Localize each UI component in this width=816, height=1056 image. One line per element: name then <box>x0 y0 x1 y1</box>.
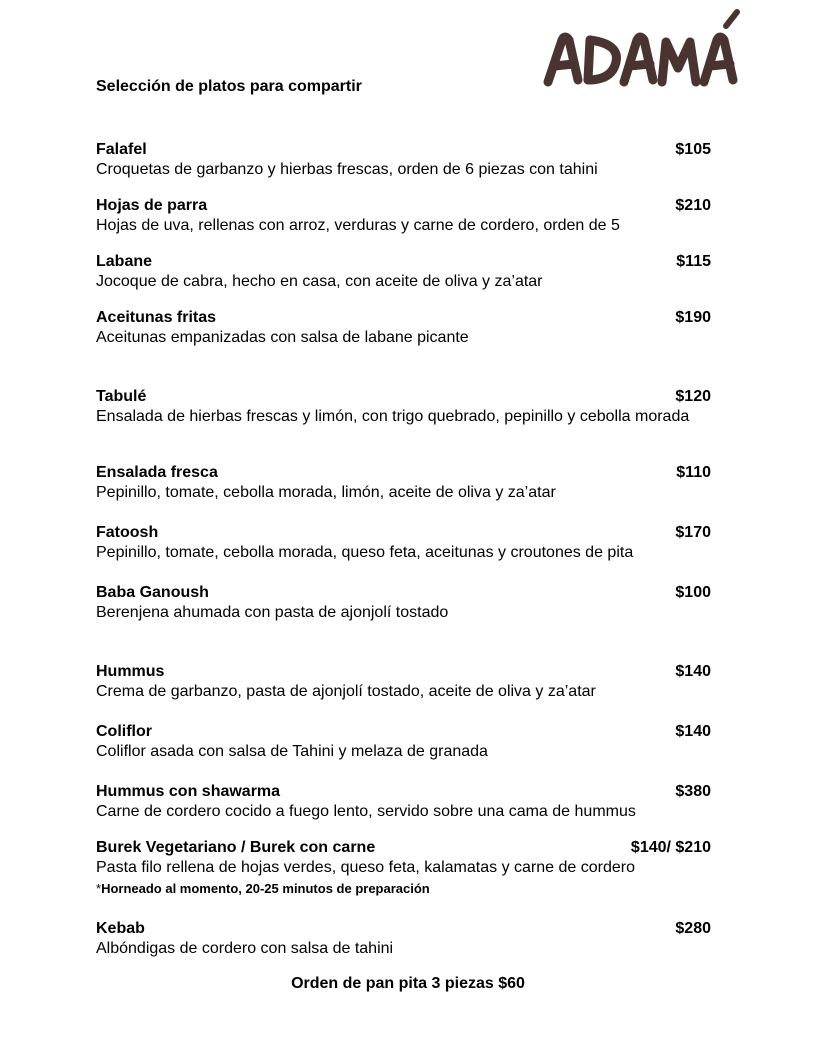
menu-item <box>96 387 711 427</box>
menu-item-note <box>96 878 711 900</box>
menu-item <box>96 252 711 292</box>
menu-item-name: Burek Vegetariano / Burek con carne <box>96 839 376 856</box>
menu-item-header <box>96 722 711 742</box>
menu-item <box>96 583 711 623</box>
menu-item-description: Croquetas de garbanzo y hierbas frescas, orden de 6 piezas con tahini <box>96 161 598 178</box>
menu-item-header <box>96 387 711 407</box>
menu-item <box>96 463 711 503</box>
menu-item <box>96 308 711 348</box>
menu-item-name: Falafel <box>96 141 147 158</box>
menu-item-name: Fatoosh <box>96 524 159 541</box>
menu-item-price: $280 <box>675 920 711 937</box>
menu-item-header <box>96 583 711 603</box>
menu-item-header <box>96 838 711 858</box>
menu-item <box>96 782 711 822</box>
pita-order-note: Orden de pan pita 3 piezas $60 <box>291 975 525 992</box>
menu-item-header <box>96 140 711 160</box>
menu-item-price: $380 <box>675 783 711 800</box>
menu-item-description: Ensalada de hierbas frescas y limón, con trigo quebrado, pepinillo y cebolla morada <box>96 408 690 425</box>
menu-item-description: Coliflor asada con salsa de Tahini y melaza de granada <box>96 743 488 760</box>
menu-item-header <box>96 463 711 483</box>
menu-item-name: Baba Ganoush <box>96 584 209 601</box>
menu-item-price: $115 <box>676 253 711 270</box>
menu-item <box>96 722 711 762</box>
menu-item-header <box>96 662 711 682</box>
menu-item <box>96 140 711 180</box>
menu-item <box>96 919 711 959</box>
menu-item-description: Pasta filo rellena de hojas verdes, queso feta, kalamatas y carne de cordero <box>96 859 635 876</box>
menu-item-description: Pepinillo, tomate, cebolla morada, queso feta, aceitunas y croutones de pita <box>96 544 634 561</box>
section-title: Selección de platos para compartir <box>96 78 362 95</box>
menu-item-name: Hummus <box>96 663 165 680</box>
menu-item-description: Crema de garbanzo, pasta de ajonjolí tostado, aceite de oliva y za’atar <box>96 683 596 700</box>
menu-item-price: $170 <box>675 524 711 541</box>
menu-item-name: Tabulé <box>96 388 147 405</box>
menu-item-description: Aceitunas empanizadas con salsa de labane picante <box>96 329 469 346</box>
menu-item-header <box>96 308 711 328</box>
menu-item <box>96 196 711 236</box>
note-asterisk: * <box>96 881 102 896</box>
menu-item-description: Berenjena ahumada con pasta de ajonjolí tostado <box>96 604 449 621</box>
menu-item-header <box>96 523 711 543</box>
menu-item-name: Coliflor <box>96 723 152 740</box>
menu-item-name: Kebab <box>96 920 145 937</box>
menu-item-price: $140 <box>675 663 711 680</box>
menu-item-description: Carne de cordero cocido a fuego lento, servido sobre una cama de hummus <box>96 803 636 820</box>
menu-item-header <box>96 196 711 216</box>
brand-logo <box>540 6 745 96</box>
menu-item-description: Albóndigas de cordero con salsa de tahini <box>96 940 394 957</box>
menu-item-description: Pepinillo, tomate, cebolla morada, limón, aceite de oliva y za’atar <box>96 484 556 501</box>
menu-item-price: $120 <box>675 388 711 405</box>
menu-item-price: $110 <box>676 464 711 481</box>
menu-item-name: Hojas de parra <box>96 197 208 214</box>
menu-item-name: Ensalada fresca <box>96 464 218 481</box>
note-text: Horneado al momento, 20-25 minutos de preparación <box>101 881 430 896</box>
menu-item-description: Hojas de uva, rellenas con arroz, verduras y carne de cordero, orden de 5 <box>96 217 620 234</box>
menu-item <box>96 662 711 702</box>
menu-item <box>96 838 711 900</box>
menu-item-name: Labane <box>96 253 153 270</box>
menu-item-price: $210 <box>675 197 711 214</box>
menu-item-price: $100 <box>675 584 711 601</box>
menu-item-header <box>96 782 711 802</box>
menu-item-price: $190 <box>675 309 711 326</box>
menu-item-name: Aceitunas fritas <box>96 309 217 326</box>
menu-item-header <box>96 919 711 939</box>
menu-item-price: $105 <box>675 141 711 158</box>
menu-item-name: Hummus con shawarma <box>96 783 281 800</box>
menu-item <box>96 523 711 563</box>
menu-item-header <box>96 252 711 272</box>
menu-item-price: $140 <box>675 723 711 740</box>
menu-item-description: Jocoque de cabra, hecho en casa, con aceite de oliva y za’atar <box>96 273 543 290</box>
menu-item-price: $140/ $210 <box>630 839 711 856</box>
